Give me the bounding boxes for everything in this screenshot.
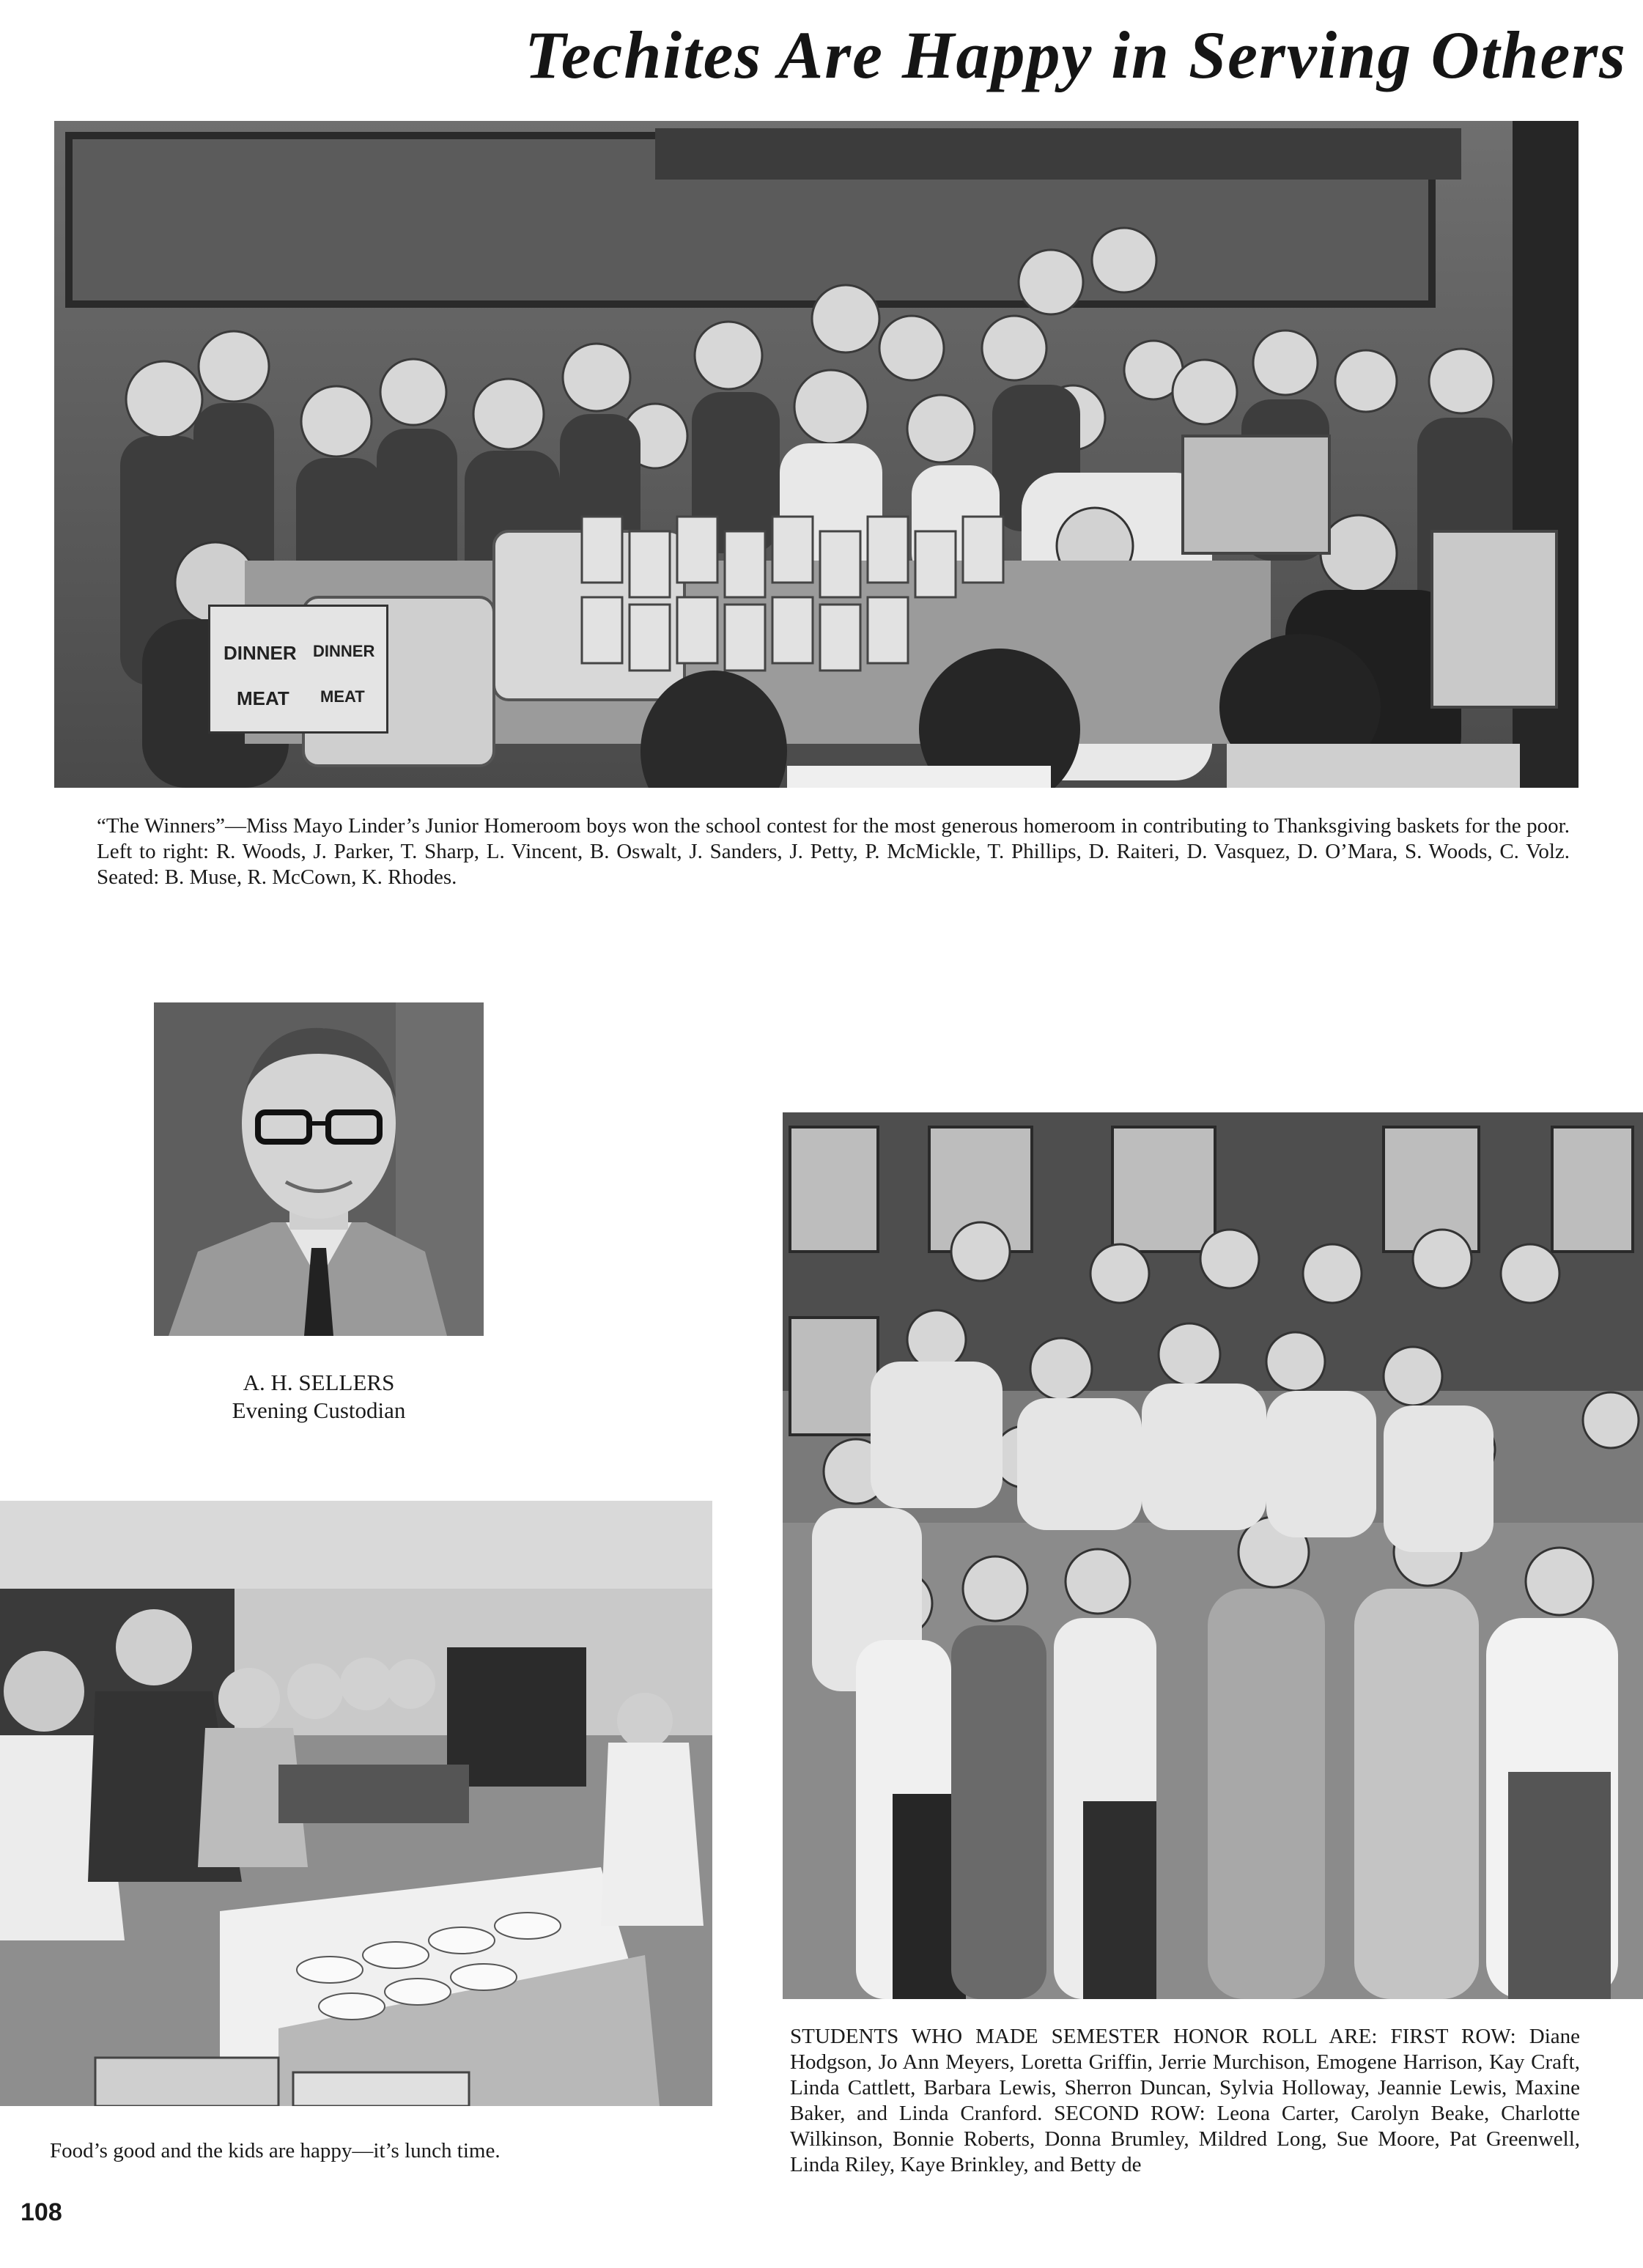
dinner-box-label-1: DINNER [224,642,297,664]
honor-roll-photo [783,1112,1643,1999]
honor-roll-photo-image [783,1112,1643,1999]
portrait-photo [154,1002,484,1336]
portrait-title: Evening Custodian [232,1397,406,1423]
lunch-photo-image [0,1501,712,2106]
portrait-name: A. H. SELLERS [243,1370,395,1395]
page-title: Techites Are Happy in Serving Others [524,18,1627,92]
dinner-box-label-2: MEAT [237,687,289,709]
portrait-photo-image [154,1002,484,1336]
honor-roll-caption: STUDENTS WHO MADE SEMESTER HONOR ROLL ARE: FIRST ROW: Diane Hodgson, Jo Ann Meyers, Loretta Griffin, Jerrie Murchison, Emogene Harrison, Kay Craft, Linda Cattlett, Barbara Lewis, Sherron Duncan, Sylvia Holloway, Jeannie Lewis, Maxine Baker, and Linda Cranford. SECOND ROW: Leona Carter, Carolyn Beake, Charlotte Wilkinson, Bonnie Roberts, Donna Brumley, Mildred Long, Sue Moore, Pat Greenwell, Linda Riley, Kaye Brinkley, and Betty de [790,2025,1580,2176]
dinner-box-label-4: MEAT [320,687,365,706]
lunch-caption: Food’s good and the kids are happy—it’s lunch time. [50,2139,501,2162]
winners-photo [54,121,1579,788]
lunch-photo [0,1501,712,2106]
winners-caption: “The Winners”—Miss Mayo Linder’s Junior Homeroom boys won the school contest for the most generous homeroom in contributing to Thanksgiving baskets for the poor. Left to right: R. Woods, J. Parker, T. Sharp, L. Vincent, B. Oswalt, J. Sanders, J. Petty, P. McMickle, T. Phillips, D. Raiteri, D. Vasquez, D. O’Mara, S. Woods, C. Volz. Seated: B. Muse, R. McCown, K. Rhodes. [97,814,1570,889]
dinner-box [208,605,388,734]
page-number: 108 [21,2198,62,2226]
dinner-box-label-3: DINNER [313,642,375,660]
